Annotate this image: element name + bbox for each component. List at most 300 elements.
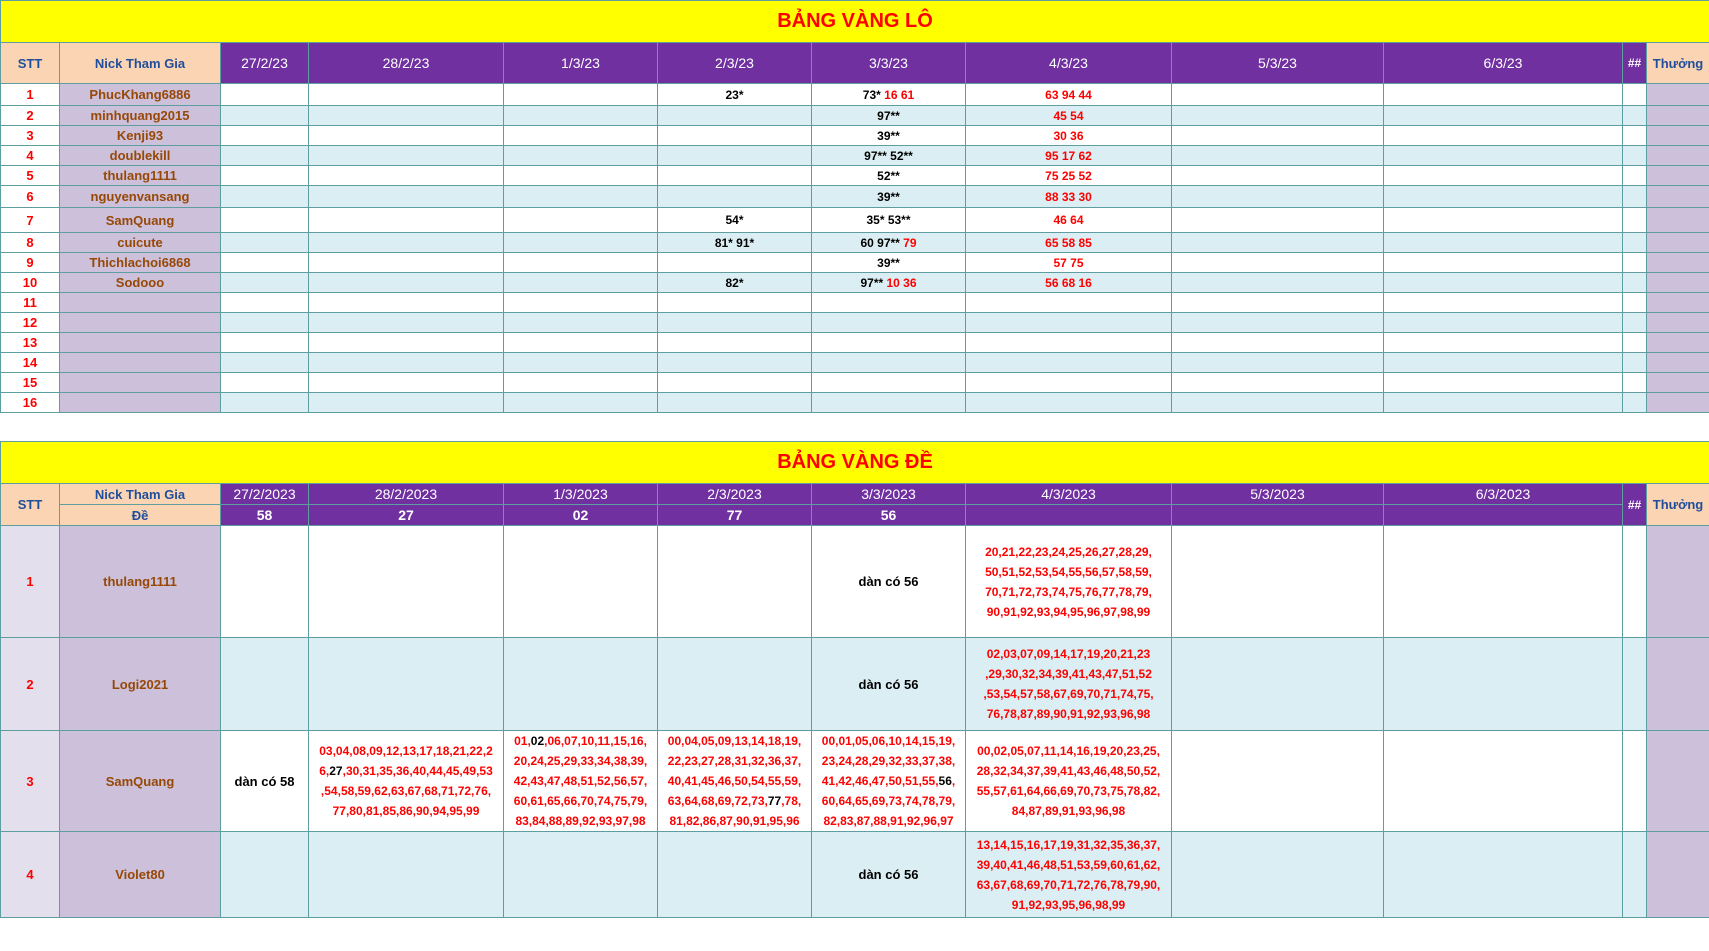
lo-cell <box>1172 233 1384 253</box>
lo-stt: 14 <box>1 353 60 373</box>
de-result: 56 <box>812 505 966 526</box>
de-row <box>1 638 1709 731</box>
lo-row <box>1 273 1709 293</box>
lo-pick-red: 79 <box>899 235 917 250</box>
de-nick: Logi2021 <box>60 638 221 731</box>
lo-nick: doublekill <box>60 146 221 166</box>
de-reward <box>1647 731 1709 832</box>
lo-cell <box>309 84 504 106</box>
lo-nick <box>60 373 221 393</box>
lo-cell <box>504 233 658 253</box>
lo-cell <box>309 393 504 413</box>
lo-pick-black: 52** <box>877 168 900 183</box>
lo-cell <box>1172 166 1384 186</box>
de-cell <box>658 832 812 918</box>
lo-title: BẢNG VÀNG LÔ <box>1 1 1709 43</box>
lo-header-date: 2/3/23 <box>658 43 812 84</box>
de-cell-hash <box>1623 832 1647 918</box>
lo-header-stt: STT <box>1 43 60 84</box>
lo-reward <box>1647 208 1709 233</box>
lo-cell <box>221 106 309 126</box>
de-header-date: 28/2/2023 <box>309 484 504 505</box>
lo-cell <box>1384 373 1623 393</box>
de-header-stt: STT <box>1 484 60 526</box>
lo-row <box>1 126 1709 146</box>
lo-cell-2-3 <box>658 333 812 353</box>
de-header-de-label: Đề <box>60 505 221 526</box>
lo-cell <box>1172 126 1384 146</box>
lo-cell <box>1384 146 1623 166</box>
lo-cell <box>221 333 309 353</box>
de-stt: 4 <box>1 832 60 918</box>
lo-cell <box>1384 166 1623 186</box>
lo-cell <box>309 106 504 126</box>
lo-cell-3-3 <box>812 186 966 208</box>
de-result <box>1172 505 1384 526</box>
lo-cell <box>309 353 504 373</box>
de-header-date: 6/3/2023 <box>1384 484 1623 505</box>
de-numbers-part: 03,04,08,09,12,13,17,18,21,22,2 6, <box>319 744 493 778</box>
lo-cell-3-3 <box>812 126 966 146</box>
de-stt: 3 <box>1 731 60 832</box>
lo-cell-hash <box>1623 353 1647 373</box>
lo-cell-4-3 <box>966 293 1172 313</box>
de-cell <box>1172 638 1384 731</box>
lo-stt: 16 <box>1 393 60 413</box>
lo-cell <box>1172 253 1384 273</box>
lo-cell <box>504 393 658 413</box>
lo-cell-3-3 <box>812 353 966 373</box>
lo-cell <box>504 373 658 393</box>
lo-cell <box>1384 293 1623 313</box>
lo-reward <box>1647 253 1709 273</box>
lo-nick: cuicute <box>60 233 221 253</box>
lo-cell-2-3: 82* <box>658 273 812 293</box>
lo-header-nick: Nick Tham Gia <box>60 43 221 84</box>
lo-stt: 4 <box>1 146 60 166</box>
de-cell: dàn có 56 <box>812 832 966 918</box>
lo-row <box>1 166 1709 186</box>
lo-cell-3-3 <box>812 273 966 293</box>
de-header-date: 4/3/2023 <box>966 484 1172 505</box>
lo-stt: 11 <box>1 293 60 313</box>
de-numbers: 00,02,05,07,11,14,16,19,20,23,25, 28,32,34,37,39,41,43,46,48,50,52, 55,57,61,64,66,69,70,73,75,78,82, 84,87,89,91,93,96,98 <box>976 744 1161 818</box>
lo-cell <box>221 373 309 393</box>
de-cell <box>1384 638 1623 731</box>
de-numbers <box>504 731 657 831</box>
lo-stt: 9 <box>1 253 60 273</box>
de-cell <box>504 526 658 638</box>
de-reward <box>1647 526 1709 638</box>
lo-cell <box>309 233 504 253</box>
lo-cell-2-3 <box>658 253 812 273</box>
lo-cell-hash <box>1623 166 1647 186</box>
lo-cell <box>1172 273 1384 293</box>
lo-cell <box>1384 186 1623 208</box>
de-cell-hash <box>1623 638 1647 731</box>
lo-cell <box>1384 208 1623 233</box>
lo-cell <box>1172 84 1384 106</box>
de-cell <box>658 731 812 832</box>
de-cell <box>1384 731 1623 832</box>
de-header-reward: Thưởng <box>1647 484 1709 526</box>
lo-cell-hash <box>1623 208 1647 233</box>
lo-cell <box>309 273 504 293</box>
lo-cell-3-3 <box>812 293 966 313</box>
lo-cell-3-3 <box>812 373 966 393</box>
lo-row <box>1 146 1709 166</box>
lo-reward <box>1647 393 1709 413</box>
de-cell <box>966 526 1172 638</box>
lo-cell <box>309 313 504 333</box>
de-hit-number: 27 <box>329 764 343 778</box>
lo-cell <box>504 333 658 353</box>
lo-header-reward: Thưởng <box>1647 43 1709 84</box>
lo-nick <box>60 393 221 413</box>
lo-header-date: 5/3/23 <box>1172 43 1384 84</box>
lo-cell <box>221 126 309 146</box>
lo-cell <box>1172 146 1384 166</box>
lo-cell-hash <box>1623 233 1647 253</box>
de-numbers-part: ,30,31,35,36,40,44,45,49,53 ,54,58,59,62,63,67,68,71,72,76, 77,80,81,85,86,90,94,95,99 <box>320 764 493 818</box>
lo-pick-black: 60 97** <box>860 235 900 250</box>
lo-stt: 6 <box>1 186 60 208</box>
lo-pick-black: 39** <box>877 189 900 204</box>
lo-cell-hash <box>1623 373 1647 393</box>
lo-cell <box>1384 126 1623 146</box>
lo-cell <box>221 293 309 313</box>
lo-cell-3-3 <box>812 146 966 166</box>
lo-cell <box>1172 353 1384 373</box>
lo-cell-2-3 <box>658 393 812 413</box>
de-cell <box>504 832 658 918</box>
lo-header-date: 6/3/23 <box>1384 43 1623 84</box>
lo-cell-3-3 <box>812 166 966 186</box>
de-stt: 1 <box>1 526 60 638</box>
de-row <box>1 731 1709 832</box>
lo-cell-4-3: 95 17 62 <box>966 146 1172 166</box>
de-cell: dàn có 56 <box>812 526 966 638</box>
lo-nick <box>60 333 221 353</box>
lo-cell-2-3 <box>658 166 812 186</box>
lo-stt: 1 <box>1 84 60 106</box>
de-header-hash: ## <box>1623 484 1647 526</box>
de-title: BẢNG VÀNG ĐỀ <box>1 442 1709 484</box>
lo-row <box>1 208 1709 233</box>
lo-header-date: 1/3/23 <box>504 43 658 84</box>
lo-header-hash: ## <box>1623 43 1647 84</box>
de-cell <box>221 832 309 918</box>
lo-stt: 12 <box>1 313 60 333</box>
lo-nick <box>60 313 221 333</box>
lo-cell <box>1384 253 1623 273</box>
lo-cell-hash <box>1623 146 1647 166</box>
lo-row <box>1 106 1709 126</box>
lo-cell-4-3: 57 75 <box>966 253 1172 273</box>
de-numbers-part: , 60,64,65,69,73,74,78,79, 82,83,87,88,91,92,96,97 <box>821 774 956 828</box>
lo-cell <box>221 233 309 253</box>
de-numbers <box>812 731 965 831</box>
lo-reward <box>1647 353 1709 373</box>
lo-cell-hash <box>1623 393 1647 413</box>
lo-reward <box>1647 333 1709 353</box>
lo-cell <box>504 166 658 186</box>
de-cell: dàn có 58 <box>221 731 309 832</box>
lo-cell-4-3 <box>966 373 1172 393</box>
lo-cell-2-3: 81* 91* <box>658 233 812 253</box>
lo-cell-hash <box>1623 293 1647 313</box>
lo-pick-black: 73* <box>862 87 881 102</box>
lo-stt: 3 <box>1 126 60 146</box>
de-numbers-part: 00,01,05,06,10,14,15,19, 23,24,28,29,32,33,37,38, 41,42,46,47,50,51,55, <box>821 734 956 788</box>
lo-cell-4-3 <box>966 353 1172 373</box>
de-result <box>966 505 1172 526</box>
de-cell <box>309 638 504 731</box>
lo-cell <box>221 166 309 186</box>
de-header-date: 2/3/2023 <box>658 484 812 505</box>
de-numbers <box>658 731 811 831</box>
lo-pick-black: 97** 52** <box>864 148 913 163</box>
de-cell <box>658 638 812 731</box>
de-header-date: 5/3/2023 <box>1172 484 1384 505</box>
de-cell <box>504 731 658 832</box>
lo-cell-4-3: 46 64 <box>966 208 1172 233</box>
lo-cell-hash <box>1623 186 1647 208</box>
de-numbers-part: ,78, 81,82,86,87,90,91,95,96 <box>669 794 802 828</box>
lo-cell <box>1172 373 1384 393</box>
lo-stt: 13 <box>1 333 60 353</box>
lo-cell <box>221 253 309 273</box>
de-result: 02 <box>504 505 658 526</box>
lo-row <box>1 373 1709 393</box>
de-reward <box>1647 638 1709 731</box>
lo-cell-hash <box>1623 126 1647 146</box>
lo-row <box>1 84 1709 106</box>
lo-cell <box>504 273 658 293</box>
lo-cell-4-3 <box>966 333 1172 353</box>
lo-cell <box>1384 333 1623 353</box>
de-header-date: 1/3/2023 <box>504 484 658 505</box>
lo-stt: 8 <box>1 233 60 253</box>
de-result: 77 <box>658 505 812 526</box>
de-cell <box>966 638 1172 731</box>
lo-stt: 5 <box>1 166 60 186</box>
lo-row <box>1 293 1709 313</box>
de-cell <box>221 638 309 731</box>
lo-cell <box>1384 313 1623 333</box>
lo-cell <box>221 146 309 166</box>
lo-nick: thulang1111 <box>60 166 221 186</box>
lo-cell-3-3 <box>812 84 966 106</box>
lo-cell-2-3: 23* <box>658 84 812 106</box>
lo-cell-2-3 <box>658 293 812 313</box>
de-cell <box>658 526 812 638</box>
lo-cell <box>309 166 504 186</box>
de-hit-number: 77 <box>767 794 782 808</box>
de-cell <box>1172 832 1384 918</box>
lo-cell-2-3 <box>658 186 812 208</box>
lo-cell <box>309 146 504 166</box>
lo-cell <box>1172 106 1384 126</box>
de-stt: 2 <box>1 638 60 731</box>
lo-cell-4-3 <box>966 393 1172 413</box>
lo-cell-3-3 <box>812 333 966 353</box>
lo-cell-4-3: 56 68 16 <box>966 273 1172 293</box>
de-numbers-part: ,06,07,10,11,15,16, 20,24,25,29,33,34,38,39, 42,43,47,48,51,52,56,57, 60,61,65,66,70,74,75,79, 83,84,88,89,92,93,97,98 <box>513 734 648 828</box>
de-cell <box>1172 526 1384 638</box>
de-cell-hash <box>1623 526 1647 638</box>
lo-cell-4-3: 30 36 <box>966 126 1172 146</box>
lo-cell-3-3 <box>812 393 966 413</box>
lo-cell <box>1172 393 1384 413</box>
lo-cell-hash <box>1623 106 1647 126</box>
lo-reward <box>1647 166 1709 186</box>
lo-cell-3-3 <box>812 106 966 126</box>
lo-cell <box>504 313 658 333</box>
lo-pick-black: 39** <box>877 255 900 270</box>
lo-cell <box>504 253 658 273</box>
lo-cell-3-3 <box>812 233 966 253</box>
de-hit-number: 02 <box>530 734 545 748</box>
de-header-nick: Nick Tham Gia <box>60 484 221 505</box>
lo-cell <box>309 208 504 233</box>
de-cell <box>1172 731 1384 832</box>
lo-row <box>1 186 1709 208</box>
lo-stt: 10 <box>1 273 60 293</box>
lo-header-date: 28/2/23 <box>309 43 504 84</box>
lo-cell <box>1172 293 1384 313</box>
de-cell <box>221 526 309 638</box>
de-cell <box>504 638 658 731</box>
lo-cell <box>309 253 504 273</box>
lo-cell-4-3: 88 33 30 <box>966 186 1172 208</box>
lo-cell <box>1172 208 1384 233</box>
de-reward <box>1647 832 1709 918</box>
lo-stt: 15 <box>1 373 60 393</box>
lo-cell-4-3: 45 54 <box>966 106 1172 126</box>
de-numbers: 13,14,15,16,17,19,31,32,35,36,37, 39,40,41,46,48,51,53,59,60,61,62, 63,67,68,69,70,71,72,76,78,79,90, 91,92,93,95,96,98,99 <box>976 837 1161 912</box>
de-cell <box>966 832 1172 918</box>
lo-reward <box>1647 84 1709 106</box>
de-cell <box>309 526 504 638</box>
lo-cell <box>221 353 309 373</box>
lo-cell-2-3 <box>658 373 812 393</box>
de-cell <box>1384 832 1623 918</box>
lo-cell-hash <box>1623 253 1647 273</box>
de-cell: dàn có 56 <box>812 638 966 731</box>
lo-pick-black: 35* 53** <box>866 213 911 227</box>
lo-pick-red: 10 36 <box>883 275 917 290</box>
lo-cell-2-3: 54* <box>658 208 812 233</box>
lo-cell-3-3 <box>812 208 966 233</box>
lo-cell-2-3 <box>658 106 812 126</box>
lo-row <box>1 313 1709 333</box>
lo-nick: minhquang2015 <box>60 106 221 126</box>
lo-reward <box>1647 186 1709 208</box>
lo-reward <box>1647 126 1709 146</box>
lo-cell <box>504 186 658 208</box>
lo-cell <box>1172 186 1384 208</box>
lo-cell-hash <box>1623 333 1647 353</box>
lo-cell-3-3 <box>812 253 966 273</box>
lo-pick-black: 97** <box>877 108 900 123</box>
lo-cell-4-3: 75 25 52 <box>966 166 1172 186</box>
de-header-date: 27/2/2023 <box>221 484 309 505</box>
lo-nick <box>60 353 221 373</box>
lo-row <box>1 253 1709 273</box>
lo-cell <box>1384 233 1623 253</box>
lo-row <box>1 333 1709 353</box>
de-cell <box>812 731 966 832</box>
lo-cell <box>504 106 658 126</box>
de-nick: thulang1111 <box>60 526 221 638</box>
lo-cell-2-3 <box>658 313 812 333</box>
lo-cell <box>221 208 309 233</box>
lo-reward <box>1647 146 1709 166</box>
de-numbers: 02,03,07,09,14,17,19,20,21,23 ,29,30,32,34,39,41,43,47,51,52 ,53,54,57,58,67,69,70,71,74,75, 76,78,87,89,90,91,92,93,96,98 <box>983 647 1154 721</box>
de-numbers: 20,21,22,23,24,25,26,27,28,29, 50,51,52,53,54,55,56,57,58,59, 70,71,72,73,74,75,76,77,78,79, 90,91,92,93,94,95,96,97,98,99 <box>985 544 1152 619</box>
lo-header-row <box>1 43 1709 84</box>
lo-cell <box>1384 84 1623 106</box>
lo-cell-hash <box>1623 273 1647 293</box>
lo-cell <box>504 84 658 106</box>
lo-stt: 7 <box>1 208 60 233</box>
de-result <box>1384 505 1623 526</box>
lo-nick: Thichlachoi6868 <box>60 253 221 273</box>
lo-cell <box>1384 353 1623 373</box>
lo-cell <box>504 208 658 233</box>
lo-nick: PhucKhang6886 <box>60 84 221 106</box>
lo-reward <box>1647 313 1709 333</box>
lo-cell-hash <box>1623 84 1647 106</box>
lo-cell <box>221 273 309 293</box>
lo-row <box>1 353 1709 373</box>
de-result: 27 <box>309 505 504 526</box>
lo-nick: SamQuang <box>60 208 221 233</box>
de-header-date: 3/3/2023 <box>812 484 966 505</box>
de-result: 58 <box>221 505 309 526</box>
de-row <box>1 832 1709 918</box>
lo-header-date: 27/2/23 <box>221 43 309 84</box>
de-nick: SamQuang <box>60 731 221 832</box>
lo-cell <box>504 146 658 166</box>
lo-cell <box>1384 273 1623 293</box>
lo-cell <box>221 186 309 208</box>
lo-row <box>1 233 1709 253</box>
lo-reward <box>1647 273 1709 293</box>
lo-nick <box>60 293 221 313</box>
lo-nick: Sodooo <box>60 273 221 293</box>
lo-nick: Kenji93 <box>60 126 221 146</box>
lo-table <box>0 0 1709 413</box>
lo-cell-4-3: 63 94 44 <box>966 84 1172 106</box>
lo-cell-4-3 <box>966 313 1172 333</box>
lo-nick: nguyenvansang <box>60 186 221 208</box>
lo-cell <box>221 84 309 106</box>
de-numbers-part: 01, <box>514 734 531 748</box>
lo-cell <box>309 293 504 313</box>
de-numbers <box>309 741 503 821</box>
de-nick: Violet80 <box>60 832 221 918</box>
lo-header-date: 3/3/23 <box>812 43 966 84</box>
lo-cell <box>221 313 309 333</box>
lo-reward <box>1647 373 1709 393</box>
lo-cell <box>221 393 309 413</box>
lo-cell-2-3 <box>658 126 812 146</box>
lo-cell <box>309 373 504 393</box>
lo-cell <box>309 126 504 146</box>
lo-cell <box>504 126 658 146</box>
